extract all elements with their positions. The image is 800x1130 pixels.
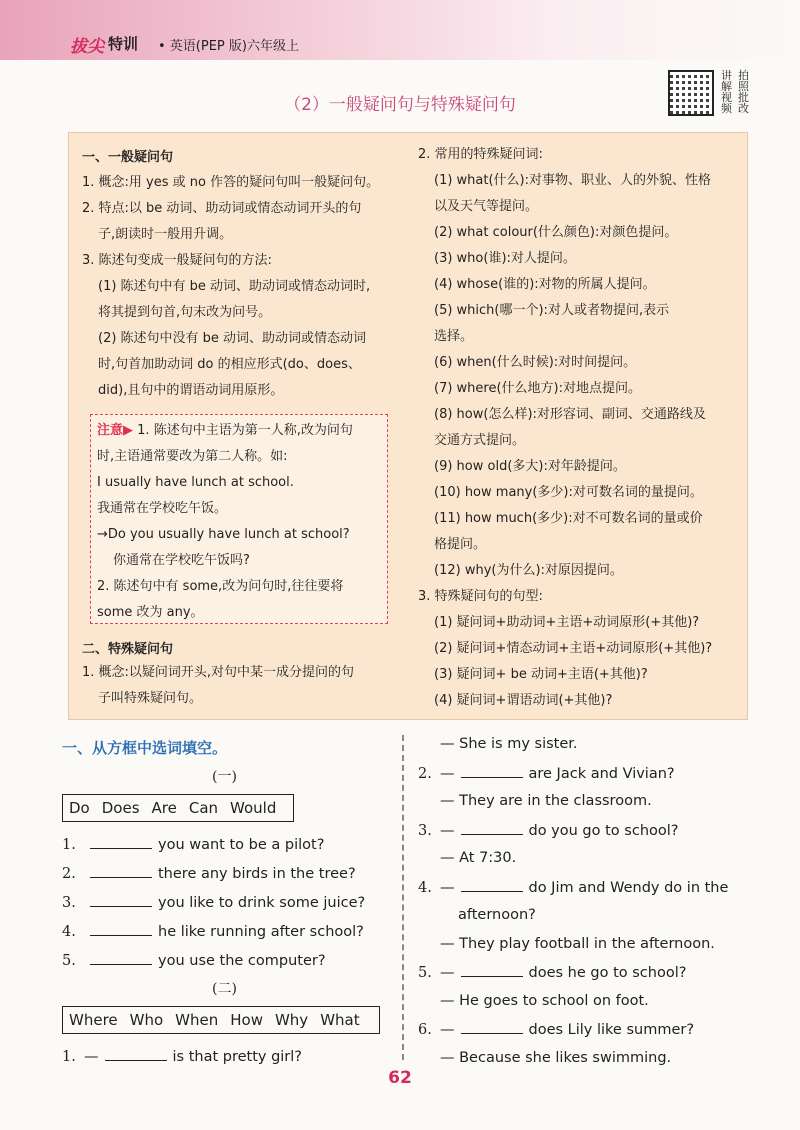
question-text: there any birds in the tree?: [158, 866, 356, 882]
book-subtitle: • 英语(PEP 版)六年级上: [158, 39, 299, 54]
note-line: 1. 概念:以疑问词开头,对句中某一成分提问的句: [82, 665, 355, 680]
note-line: 时,主语通常要改为第二人称。如:: [97, 449, 288, 464]
qr-caption-char: 解: [721, 80, 732, 93]
note-line: 你通常在学校吃午饭吗?: [113, 553, 250, 568]
word-option: When: [175, 1011, 219, 1029]
part-one-questions: [62, 834, 365, 979]
question-text: you want to be a pilot?: [158, 837, 325, 853]
note-line: (2) 疑问词+情态动词+主语+动词原形(+其他)?: [434, 641, 713, 656]
word-option: What: [320, 1011, 360, 1029]
word-box-one: [62, 794, 294, 822]
question-item: [62, 863, 365, 892]
note-line: (9) how old(多大):对年龄提问。: [434, 459, 626, 474]
answer-blank[interactable]: [90, 863, 152, 878]
note-line: (4) whose(谁的):对物的所属人提问。: [434, 277, 656, 292]
answer-line: — She is my sister.: [440, 736, 578, 752]
question-text: is that pretty girl?: [172, 1049, 302, 1065]
word-option: Would: [230, 799, 277, 817]
question-item: 4. — do Jim and Wendy do in the: [418, 877, 728, 906]
note-line: (7) where(什么地方):对地点提问。: [434, 381, 641, 396]
dash: —: [84, 1049, 99, 1065]
answer-blank[interactable]: [461, 962, 523, 977]
question-item: [62, 1046, 302, 1067]
qr-caption: [718, 70, 752, 114]
question-item: 5. — does he go to school?: [418, 962, 728, 991]
question-number: 6.: [418, 1022, 432, 1038]
question-item: [62, 921, 365, 950]
qr-caption-char: 视: [721, 91, 732, 104]
column-divider: [402, 735, 404, 1060]
note-line: (12) why(为什么):对原因提问。: [434, 563, 623, 578]
note-line: (2) 陈述句中没有 be 动词、助动词或情态动词: [98, 331, 367, 346]
note-line: (4) 疑问词+谓语动词(+其他)?: [434, 693, 613, 708]
note-line: (1) what(什么):对事物、职业、人的外貌、性格: [434, 173, 712, 188]
question-item: 2. — are Jack and Vivian?: [418, 763, 728, 792]
part-one-label: (一): [212, 769, 237, 785]
qr-caption-char: 拍: [738, 69, 749, 82]
word-box-two: [62, 1006, 380, 1034]
note-line: 选择。: [434, 329, 474, 344]
answer-line: — They play football in the afternoon.: [440, 935, 715, 952]
question-number: 4.: [62, 924, 76, 940]
answer-blank[interactable]: [461, 820, 523, 835]
answer-line: — They are in the classroom.: [440, 793, 652, 809]
page-number: 62: [388, 1068, 412, 1088]
note-line: (2) what colour(什么颜色):对颜色提问。: [434, 225, 678, 240]
note-line: 我通常在学校吃午饭。: [97, 501, 228, 516]
note-line: 2. 特点:以 be 动词、助动词或情态动词开头的句: [82, 201, 362, 216]
question-text: you like to drink some juice?: [158, 895, 366, 911]
question-number: 3.: [62, 895, 76, 911]
qr-caption-char: 批: [738, 91, 749, 104]
answer-blank[interactable]: [90, 892, 152, 907]
section-special-question-heading: 二、特殊疑问句: [82, 642, 174, 657]
general-question-notes: [82, 170, 379, 404]
note-line: did),且句中的谓语动词用原形。: [98, 383, 284, 398]
question-number: 5.: [62, 953, 76, 969]
part-two-questions: [418, 734, 728, 1076]
question-text: do Jim and Wendy do in the: [528, 879, 729, 896]
answer-blank[interactable]: [105, 1046, 167, 1061]
note-line: 1. 陈述句中主语为第一人称,改为问句: [137, 423, 353, 438]
question-number: 1.: [62, 837, 76, 853]
question-continuation: afternoon?: [458, 907, 536, 923]
question-number: 4.: [418, 879, 432, 896]
question-text: do you go to school?: [528, 822, 679, 839]
answer-blank[interactable]: [461, 877, 523, 892]
question-text: he like running after school?: [158, 924, 364, 940]
question-number: 3.: [418, 822, 432, 839]
word-option: Why: [274, 1011, 309, 1029]
question-item: 3. — do you go to school?: [418, 820, 728, 849]
qr-caption-char: 改: [738, 102, 749, 115]
word-option: Who: [129, 1011, 164, 1029]
note-line: 3. 特殊疑问句的句型:: [418, 589, 543, 604]
note-line: 格提问。: [434, 537, 487, 552]
note-line: (6) when(什么时候):对时间提问。: [434, 355, 637, 370]
brand-name-a: 拔尖: [70, 37, 104, 57]
brand-name-b: 特训: [108, 35, 139, 53]
note-line: 子叫特殊疑问句。: [98, 691, 203, 706]
note-line: I usually have lunch at school.: [97, 475, 294, 490]
note-line: 子,朗读时一般用升调。: [98, 227, 233, 242]
note-line: (10) how many(多少):对可数名词的量提问。: [434, 485, 703, 500]
question-item: 6. — does Lily like summer?: [418, 1019, 728, 1048]
note-line: (1) 陈述句中有 be 动词、助动词或情态动词时,: [98, 279, 371, 294]
answer-blank[interactable]: [90, 950, 152, 965]
note-line: 2. 常用的特殊疑问词:: [418, 147, 543, 162]
word-option: Can: [188, 799, 219, 817]
question-text: you use the computer?: [158, 953, 326, 969]
qr-code-icon: [668, 70, 714, 116]
special-question-notes: [82, 660, 354, 712]
question-item: [62, 892, 365, 921]
note-line: (3) 疑问词+ be 动词+主语(+其他)?: [434, 667, 648, 682]
question-number: 2.: [418, 765, 432, 782]
question-number: 5.: [418, 965, 432, 981]
answer-blank[interactable]: [90, 921, 152, 936]
note-line: 2. 陈述句中有 some,改为问句时,往往要将: [97, 579, 344, 594]
answer-line: — He goes to school on foot.: [440, 992, 649, 1009]
note-line: 时,句首加助动词 do 的相应形式(do、does、: [98, 357, 361, 372]
answer-blank[interactable]: [90, 834, 152, 849]
answer-blank[interactable]: [461, 1019, 523, 1034]
qr-caption-char: 讲: [721, 69, 732, 82]
section-general-question-heading: 一、一般疑问句: [82, 150, 174, 165]
note-line: 以及天气等提问。: [434, 199, 539, 214]
answer-line: — Because she likes swimming.: [440, 1049, 672, 1066]
note-line: 将其提到句首,句末改为问号。: [98, 305, 272, 320]
qr-caption-char: 照: [738, 80, 749, 93]
note-line: (11) how much(多少):对不可数名词的量或价: [434, 511, 703, 526]
note-line: 1. 概念:用 yes 或 no 作答的疑问句叫一般疑问句。: [82, 175, 380, 190]
question-text: does Lily like summer?: [528, 1022, 695, 1038]
qr-caption-char: 频: [721, 102, 732, 115]
word-option: Does: [101, 799, 140, 817]
attention-note: [97, 418, 353, 626]
question-item: [62, 950, 365, 979]
question-item: [62, 834, 365, 863]
note-line: 3. 陈述句变成一般疑问句的方法:: [82, 253, 272, 268]
attention-label: 注意: [97, 423, 124, 438]
exercise-section-title: 一、从方框中选词填空。: [62, 739, 228, 757]
word-option: Do: [69, 799, 90, 817]
question-text: are Jack and Vivian?: [528, 765, 675, 782]
word-option: Are: [151, 799, 177, 817]
question-text: does he go to school?: [528, 965, 687, 981]
note-line: some 改为 any。: [97, 605, 204, 620]
note-line: 交通方式提问。: [434, 433, 526, 448]
part-two-label: (二): [212, 981, 237, 997]
question-number: 1.: [62, 1049, 76, 1065]
word-option: Where: [69, 1011, 118, 1029]
note-line: →Do you usually have lunch at school?: [97, 527, 350, 542]
question-number: 2.: [62, 866, 76, 882]
answer-blank[interactable]: [461, 763, 523, 778]
note-line: (5) which(哪一个):对人或者物提问,表示: [434, 303, 670, 318]
question-words-notes: [418, 142, 712, 714]
page-title: （2）一般疑问句与特殊疑问句: [284, 95, 516, 115]
note-line: (1) 疑问词+助动词+主语+动词原形(+其他)?: [434, 615, 700, 630]
word-option: How: [230, 1011, 263, 1029]
answer-line: — At 7:30.: [440, 850, 517, 866]
arrow-icon: ▶: [123, 423, 134, 438]
note-line: (3) who(谁):对人提问。: [434, 251, 576, 266]
note-line: (8) how(怎么样):对形容词、副词、交通路线及: [434, 407, 706, 422]
